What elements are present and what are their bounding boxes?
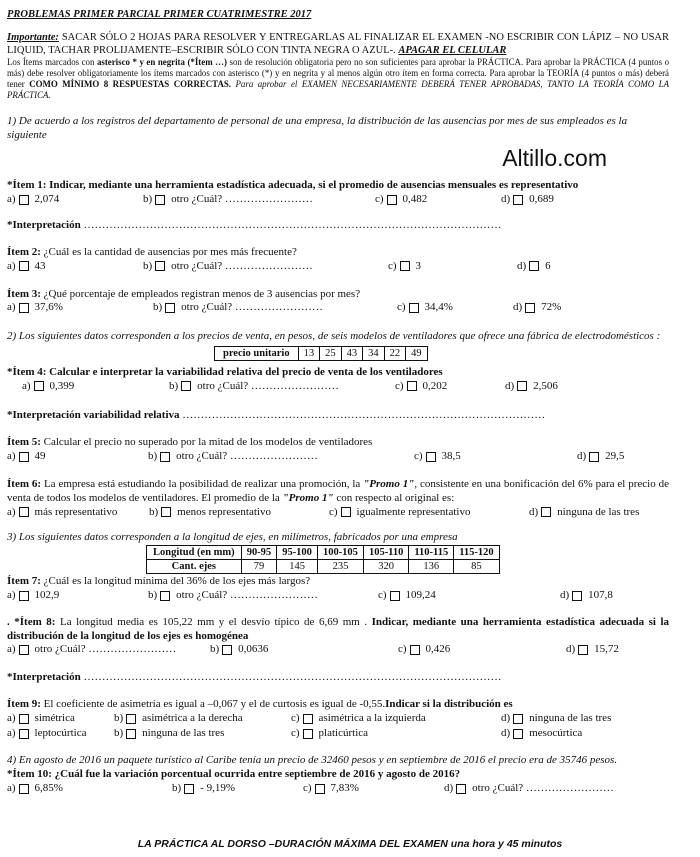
item-label: Ítem 6:: [7, 478, 42, 491]
checkbox[interactable]: [303, 729, 313, 739]
option-letter: c): [414, 450, 423, 463]
item-3-option-a[interactable]: [7, 301, 63, 315]
price-cell: 13: [298, 346, 320, 360]
watermark: Altillo.com: [502, 145, 607, 172]
option-letter: c): [378, 588, 387, 601]
item-8-option-a[interactable]: [7, 643, 176, 657]
price-table-row: [215, 346, 428, 360]
item-text: La longitud media es 105,22 mm y el desvío típico de 6,69 mm .: [59, 615, 368, 628]
item-5-options: [7, 450, 669, 465]
interval-cell: 95-100: [277, 545, 318, 559]
item-9-options-row-2: [7, 727, 669, 742]
option-value: 0,202: [422, 379, 448, 392]
checkbox[interactable]: [456, 784, 466, 794]
item-4: [7, 366, 669, 395]
interval-cell: 115-120: [454, 545, 499, 559]
checkbox[interactable]: [155, 261, 165, 271]
interval-cell: 105-110: [363, 545, 408, 559]
item-label: Ítem 5:: [7, 436, 41, 449]
option-letter: b): [143, 259, 153, 272]
option-value: otro ¿Cuál? ……………………: [176, 450, 318, 463]
option-value: ninguna de las tres: [529, 711, 612, 724]
item-9-option-b[interactable]: [114, 712, 243, 726]
item-7-option-b[interactable]: [148, 589, 318, 603]
item-1-option-b[interactable]: [143, 193, 313, 207]
count-cell: 235: [317, 559, 363, 573]
option-value: 0,689: [529, 193, 554, 206]
price-cell: 25: [320, 346, 342, 360]
option-value: 49: [34, 450, 46, 463]
item-1: [7, 179, 669, 208]
item-6-option-b[interactable]: [149, 506, 271, 520]
option-value: - 9,19%: [200, 781, 235, 794]
item-2-option-c[interactable]: [388, 260, 421, 274]
item-2-stem: [7, 246, 669, 260]
item-8-option-b[interactable]: [210, 643, 268, 657]
checkbox[interactable]: [517, 381, 527, 391]
item-label: . *Ítem 8:: [7, 615, 56, 628]
item-text-bold: Indicar si la distribución es: [385, 698, 513, 711]
item-9-stem: [7, 698, 669, 712]
option-value: 6: [545, 259, 551, 272]
checkbox[interactable]: [19, 195, 29, 205]
checkbox[interactable]: [513, 195, 523, 205]
option-letter: b): [153, 301, 163, 314]
small-text-1: Los Ítems marcados con: [7, 57, 95, 68]
checkbox[interactable]: [19, 303, 29, 313]
apagar-celular-text: APAGAR EL CELULAR: [398, 44, 507, 56]
item-6-option-c[interactable]: [329, 506, 470, 520]
item-1-stem: [7, 179, 669, 193]
item-text: El coeficiente de asimetría es igual a –0,067 y el de curtosis es igual de -0,55.: [43, 698, 386, 711]
item-6-stem: [7, 478, 669, 506]
checkbox[interactable]: [578, 645, 588, 655]
item-3-option-d[interactable]: [513, 301, 561, 315]
option-letter: d): [513, 301, 523, 314]
option-value: platicúrtica: [318, 726, 369, 739]
checkbox[interactable]: [303, 714, 313, 724]
item-7-stem: [7, 575, 669, 589]
option-letter: d): [501, 711, 511, 724]
item-6-option-d[interactable]: [529, 506, 639, 520]
item-7: [7, 575, 669, 604]
checkbox[interactable]: [409, 303, 419, 313]
checkbox[interactable]: [160, 452, 170, 462]
count-cell: 320: [363, 559, 408, 573]
checkbox[interactable]: [390, 591, 400, 601]
item-1-option-a[interactable]: [7, 193, 59, 207]
item-1-option-d[interactable]: [501, 193, 554, 207]
item-10-option-a[interactable]: [7, 782, 63, 796]
option-letter: b): [169, 379, 179, 392]
option-value: 0,399: [49, 379, 75, 392]
option-value: 7,83%: [330, 781, 359, 794]
option-letter: c): [388, 259, 397, 272]
interval-cell: 90-95: [241, 545, 277, 559]
count-table-header: Cant. ejes: [147, 559, 242, 573]
checkbox[interactable]: [513, 714, 523, 724]
interpretation-label: *Interpretación: [7, 219, 81, 232]
option-letter: d): [505, 379, 515, 392]
price-table-header: precio unitario: [215, 346, 299, 360]
item-7-option-a[interactable]: [7, 589, 59, 603]
item-2: [7, 246, 669, 275]
length-table-row-1: [147, 545, 500, 559]
option-letter: b): [149, 505, 159, 518]
option-value: 29,5: [605, 450, 625, 463]
section-4-intro: 4) En agosto de 2016 un paquete turístico al Caribe tenía un precio de 32460 pesos y en septiembre de 2016 el precio era de 35746 pesos.: [7, 753, 618, 766]
item-text: La empresa está estudiando la posibilidad de realizar una promoción, la: [43, 478, 361, 491]
option-value: otro ¿Cuál? ……………………: [197, 379, 339, 392]
item-4-stem-text: *Ítem 4: Calcular e interpretar la variabilidad relativa del precio de venta de los ventiladores: [7, 365, 443, 378]
instructions: [7, 32, 669, 57]
checkbox[interactable]: [410, 645, 420, 655]
option-letter: c): [303, 781, 312, 794]
checkbox[interactable]: [572, 591, 582, 601]
item-9-option-c[interactable]: [291, 712, 426, 726]
option-value: 0,0636: [238, 643, 269, 656]
small-text-2: asterisco * y en negrita (*Ítem …): [96, 57, 227, 68]
item-10: [7, 768, 669, 797]
option-letter: b): [114, 711, 124, 724]
option-value: ninguna de las tres: [557, 505, 640, 518]
item-text-3: con respecto al original es:: [336, 491, 455, 504]
interpretation-leader[interactable]: ………………………………………………………………………………………: [182, 408, 546, 421]
checkbox[interactable]: [126, 729, 136, 739]
item-1-stem-text: *Ítem 1: Indicar, mediante una herramienta estadística adecuada, si el promedio de ausencias mensuales es representativo: [7, 179, 579, 192]
item-8-stem: [7, 616, 669, 644]
option-letter: b): [172, 781, 182, 794]
item-3-stem: [7, 288, 669, 302]
checkbox[interactable]: [19, 261, 29, 271]
promo-name: "Promo 1": [363, 478, 415, 491]
option-letter: d): [566, 643, 576, 656]
checkbox[interactable]: [19, 591, 29, 601]
item-9-option-h[interactable]: [501, 727, 582, 741]
interpretation-4: [7, 409, 669, 423]
option-value: 0,482: [402, 193, 428, 206]
checkbox[interactable]: [165, 303, 175, 313]
item-text-2: , consistente en una bonificación del 6% para el precio de venta de todos los modelos de ventiladores. El promedio de la: [7, 478, 670, 504]
item-9-option-e[interactable]: [7, 727, 86, 741]
option-value: 43: [34, 259, 46, 272]
option-value: otro ¿Cuál? ……………………: [34, 643, 177, 656]
checkbox[interactable]: [181, 381, 191, 391]
option-letter: b): [143, 193, 153, 206]
option-letter: a): [7, 588, 16, 601]
option-letter: d): [444, 781, 454, 794]
count-cell: 136: [409, 559, 454, 573]
option-letter: a): [7, 781, 16, 794]
item-3-option-c[interactable]: [397, 301, 453, 315]
item-9-option-d[interactable]: [501, 712, 611, 726]
instructions-small: [7, 57, 669, 100]
option-letter: d): [577, 450, 587, 463]
option-letter: b): [210, 643, 220, 656]
option-value: asimétrica a la izquierda: [318, 711, 426, 724]
count-cell: 85: [454, 559, 499, 573]
small-text-4: COMO MÍNIMO 8 RESPUESTAS CORRECTAS.: [29, 79, 232, 90]
item-4-options: [7, 380, 669, 395]
price-cell: 22: [384, 346, 406, 360]
item-5: [7, 436, 669, 465]
small-text-5: Para aprobar el EXAMEN NECESARIAMENTE DEBERÁ TENER APROBADAS, TANTO LA TEORÍA COMO LA PRÁCTICA.: [7, 79, 670, 100]
item-7-option-d[interactable]: [560, 589, 613, 603]
option-letter: b): [148, 588, 158, 601]
checkbox[interactable]: [19, 507, 29, 517]
item-3: [7, 288, 669, 317]
checkbox[interactable]: [589, 452, 599, 462]
option-value: ninguna de las tres: [142, 726, 225, 739]
option-value: 109,24: [405, 588, 436, 601]
price-cell: 43: [341, 346, 363, 360]
item-1-options: [7, 193, 669, 208]
option-value: 15,72: [594, 643, 619, 656]
interpretation-label: *Interpretación variabilidad relativa: [7, 408, 180, 421]
interpretation-1: [7, 219, 669, 233]
option-letter: d): [517, 259, 527, 272]
option-value: otro ¿Cuál? ……………………: [472, 781, 614, 794]
checkbox[interactable]: [160, 591, 170, 601]
item-2-option-a[interactable]: [7, 260, 46, 274]
exam-page: [7, 8, 669, 797]
option-value: menos representativo: [177, 505, 271, 518]
option-letter: d): [560, 588, 570, 601]
checkbox[interactable]: [19, 729, 29, 739]
option-letter: a): [7, 643, 16, 656]
item-4-option-c[interactable]: [395, 380, 447, 394]
item-8: [7, 616, 669, 659]
option-letter: a): [7, 193, 16, 206]
item-5-option-a[interactable]: [7, 450, 46, 464]
option-letter: b): [114, 726, 124, 739]
item-8-options: [7, 643, 669, 658]
interpretation-8: [7, 671, 669, 685]
item-text: Calcular el precio no superado por la mitad de los modelos de ventiladores: [43, 436, 373, 449]
count-cell: 79: [241, 559, 277, 573]
item-text: ¿Qué porcentaje de empleados registran menos de 3 ausencias por mes?: [43, 287, 361, 300]
option-letter: b): [148, 450, 158, 463]
item-4-stem: [7, 366, 669, 380]
item-9-option-a[interactable]: [7, 712, 75, 726]
item-6-option-a[interactable]: [7, 506, 117, 520]
section-2-intro: 2) Los siguientes datos corresponden a los precios de venta, en pesos, de seis modelos de ventiladores que ofrece una fábrica de electrodomésticos :: [7, 330, 661, 343]
instructions-text: SACAR SÓLO 2 HOJAS PARA RESOLVER Y ENTREGARLAS AL FINALIZAR EL EXAMEN -NO ESCRIBIR CON LÁPIZ – NO USAR LIQUID, TACHAR PROLIJAMENTE–ESCRIBIR SÓLO CON TINTA NEGRA O AZUL-.: [7, 32, 669, 56]
option-letter: d): [501, 193, 511, 206]
option-value: 72%: [541, 301, 562, 314]
option-letter: c): [329, 505, 338, 518]
interpretation-leader[interactable]: ……………………………………………………………………………………………………: [83, 671, 502, 684]
checkbox[interactable]: [19, 452, 29, 462]
footer-note: LA PRÁCTICA AL DORSO –DURACIÓN MÁXIMA DEL EXAMEN una hora y 45 minutos: [137, 838, 563, 850]
option-value: otro ¿Cuál? ……………………: [171, 259, 313, 272]
item-5-option-d[interactable]: [577, 450, 624, 464]
interpretation-leader[interactable]: ……………………………………………………………………………………………………: [83, 219, 502, 232]
price-cell: 34: [363, 346, 385, 360]
checkbox[interactable]: [541, 507, 551, 517]
option-letter: a): [7, 259, 16, 272]
interval-cell: 100-105: [317, 545, 363, 559]
item-9-option-f[interactable]: [114, 727, 224, 741]
section-1-intro: 1) De acuerdo a los registros del departamento de personal de una empresa, la distribución de las ausencias por mes de sus empleados es la siguiente: [7, 114, 628, 142]
checkbox[interactable]: [525, 303, 535, 313]
option-value: mesocúrtica: [529, 726, 583, 739]
item-10-option-d[interactable]: [444, 782, 614, 796]
checkbox[interactable]: [184, 784, 194, 794]
option-value: otro ¿Cuál? ……………………: [181, 301, 323, 314]
interpretation-label: *Interpretación: [7, 671, 81, 684]
checkbox[interactable]: [387, 195, 397, 205]
item-5-stem: [7, 436, 669, 450]
option-letter: a): [7, 301, 16, 314]
checkbox[interactable]: [34, 381, 44, 391]
checkbox[interactable]: [529, 261, 539, 271]
option-value: 34,4%: [424, 301, 453, 314]
option-letter: c): [398, 643, 407, 656]
item-10-options: [7, 782, 669, 797]
item-5-option-b[interactable]: [148, 450, 318, 464]
option-letter: c): [395, 379, 404, 392]
promo-name: "Promo 1": [282, 491, 334, 504]
option-letter: c): [291, 711, 300, 724]
item-9-option-g[interactable]: [291, 727, 368, 741]
item-4-option-b[interactable]: [169, 380, 339, 394]
item-10-stem: [7, 768, 669, 782]
length-table-row-2: [147, 559, 500, 573]
option-value: leptocúrtica: [34, 726, 87, 739]
item-9: [7, 698, 669, 742]
price-cell: 49: [406, 346, 428, 360]
option-value: igualmente representativo: [356, 505, 471, 518]
option-letter: d): [529, 505, 539, 518]
small-text-3: son de resolución obligatoria pero no son suficientes para aprobar la PRÁCTICA. Para aprobar la PRÁCTICA (4 puntos o más) debe resolver obligatoriamente los ítems marcados con asterisco (*) y en negrita y al menos algún otro ítem en forma correcta. Para aprobar la TEORÍA (4 puntos o más) deberá tener: [7, 57, 670, 90]
item-2-option-b[interactable]: [143, 260, 313, 274]
checkbox[interactable]: [161, 507, 171, 517]
count-cell: 145: [277, 559, 318, 573]
item-text: ¿Cuál es la cantidad de ausencias por mes más frecuente?: [43, 245, 297, 258]
option-value: 102,9: [34, 588, 60, 601]
option-letter: a): [7, 505, 16, 518]
item-10-stem-text: *Ítem 10: ¿Cuál fue la variación porcentual ocurrida entre septiembre de 2016 y agosto de 2016?: [7, 768, 461, 781]
option-value: 107,8: [588, 588, 613, 601]
item-5-option-c[interactable]: [414, 450, 461, 464]
item-10-option-c[interactable]: [303, 782, 359, 796]
section-3-intro: 3) Los siguientes datos corresponden a la longitud de ejes, en milímetros, fabricados por una empresa: [7, 530, 458, 543]
item-2-option-d[interactable]: [517, 260, 551, 274]
option-value: 38,5: [441, 450, 461, 463]
option-letter: d): [501, 726, 511, 739]
checkbox[interactable]: [400, 261, 410, 271]
length-table-header: Longitud (en mm): [147, 545, 242, 559]
item-10-option-b[interactable]: [172, 782, 235, 796]
option-letter: c): [291, 726, 300, 739]
checkbox[interactable]: [407, 381, 417, 391]
option-letter: a): [7, 726, 16, 739]
option-value: 0,426: [425, 643, 451, 656]
price-table: [214, 346, 428, 361]
option-value: otro ¿Cuál? ……………………: [171, 193, 313, 206]
option-value: 2,506: [533, 379, 558, 392]
item-4-option-a[interactable]: [22, 380, 74, 394]
length-table: [146, 545, 500, 574]
instructions-label: Importante:: [7, 32, 59, 44]
option-value: más representativo: [34, 505, 118, 518]
option-value: 37,6%: [34, 301, 63, 314]
item-7-options: [7, 589, 669, 604]
option-letter: c): [397, 301, 406, 314]
item-8-option-d[interactable]: [566, 643, 619, 657]
checkbox[interactable]: [222, 645, 232, 655]
exam-title: PROBLEMAS PRIMER PARCIAL PRIMER CUATRIMESTRE 2017: [7, 9, 312, 20]
item-8-option-c[interactable]: [398, 643, 450, 657]
item-label: Ítem 3:: [7, 287, 41, 300]
option-letter: a): [7, 450, 16, 463]
item-7-option-c[interactable]: [378, 589, 436, 603]
checkbox[interactable]: [19, 714, 29, 724]
item-text: ¿Cuál es la longitud mínima del 36% de los ejes más largos?: [43, 575, 311, 588]
option-value: 6,85%: [34, 781, 63, 794]
checkbox[interactable]: [19, 784, 29, 794]
option-value: 2,074: [34, 193, 60, 206]
item-1-option-c[interactable]: [375, 193, 427, 207]
item-label: Ítem 9:: [7, 698, 41, 711]
checkbox[interactable]: [513, 729, 523, 739]
option-letter: a): [7, 711, 16, 724]
item-9-options-row-1: [7, 712, 669, 727]
checkbox[interactable]: [315, 784, 325, 794]
item-3-options: [7, 301, 669, 316]
checkbox[interactable]: [19, 645, 29, 655]
item-2-options: [7, 260, 669, 275]
item-4-option-d[interactable]: [505, 380, 558, 394]
item-6: [7, 478, 669, 521]
option-value: otro ¿Cuál? ……………………: [176, 588, 318, 601]
item-3-option-b[interactable]: [153, 301, 323, 315]
checkbox[interactable]: [126, 714, 136, 724]
item-6-options: [7, 506, 669, 521]
option-value: simétrica: [34, 711, 75, 724]
item-label: Ítem 7:: [7, 575, 41, 588]
interval-cell: 110-115: [409, 545, 454, 559]
option-value: 3: [415, 259, 422, 272]
checkbox[interactable]: [426, 452, 436, 462]
option-value: asimétrica a la derecha: [142, 711, 243, 724]
checkbox[interactable]: [155, 195, 165, 205]
option-letter: c): [375, 193, 384, 206]
checkbox[interactable]: [341, 507, 351, 517]
option-letter: a): [22, 379, 31, 392]
item-text-bold: Indicar, mediante una herramienta estadística adecuada si la distribución de la longitud de los ejes es homogénea: [7, 615, 670, 642]
item-label: Ítem 2:: [7, 245, 41, 258]
